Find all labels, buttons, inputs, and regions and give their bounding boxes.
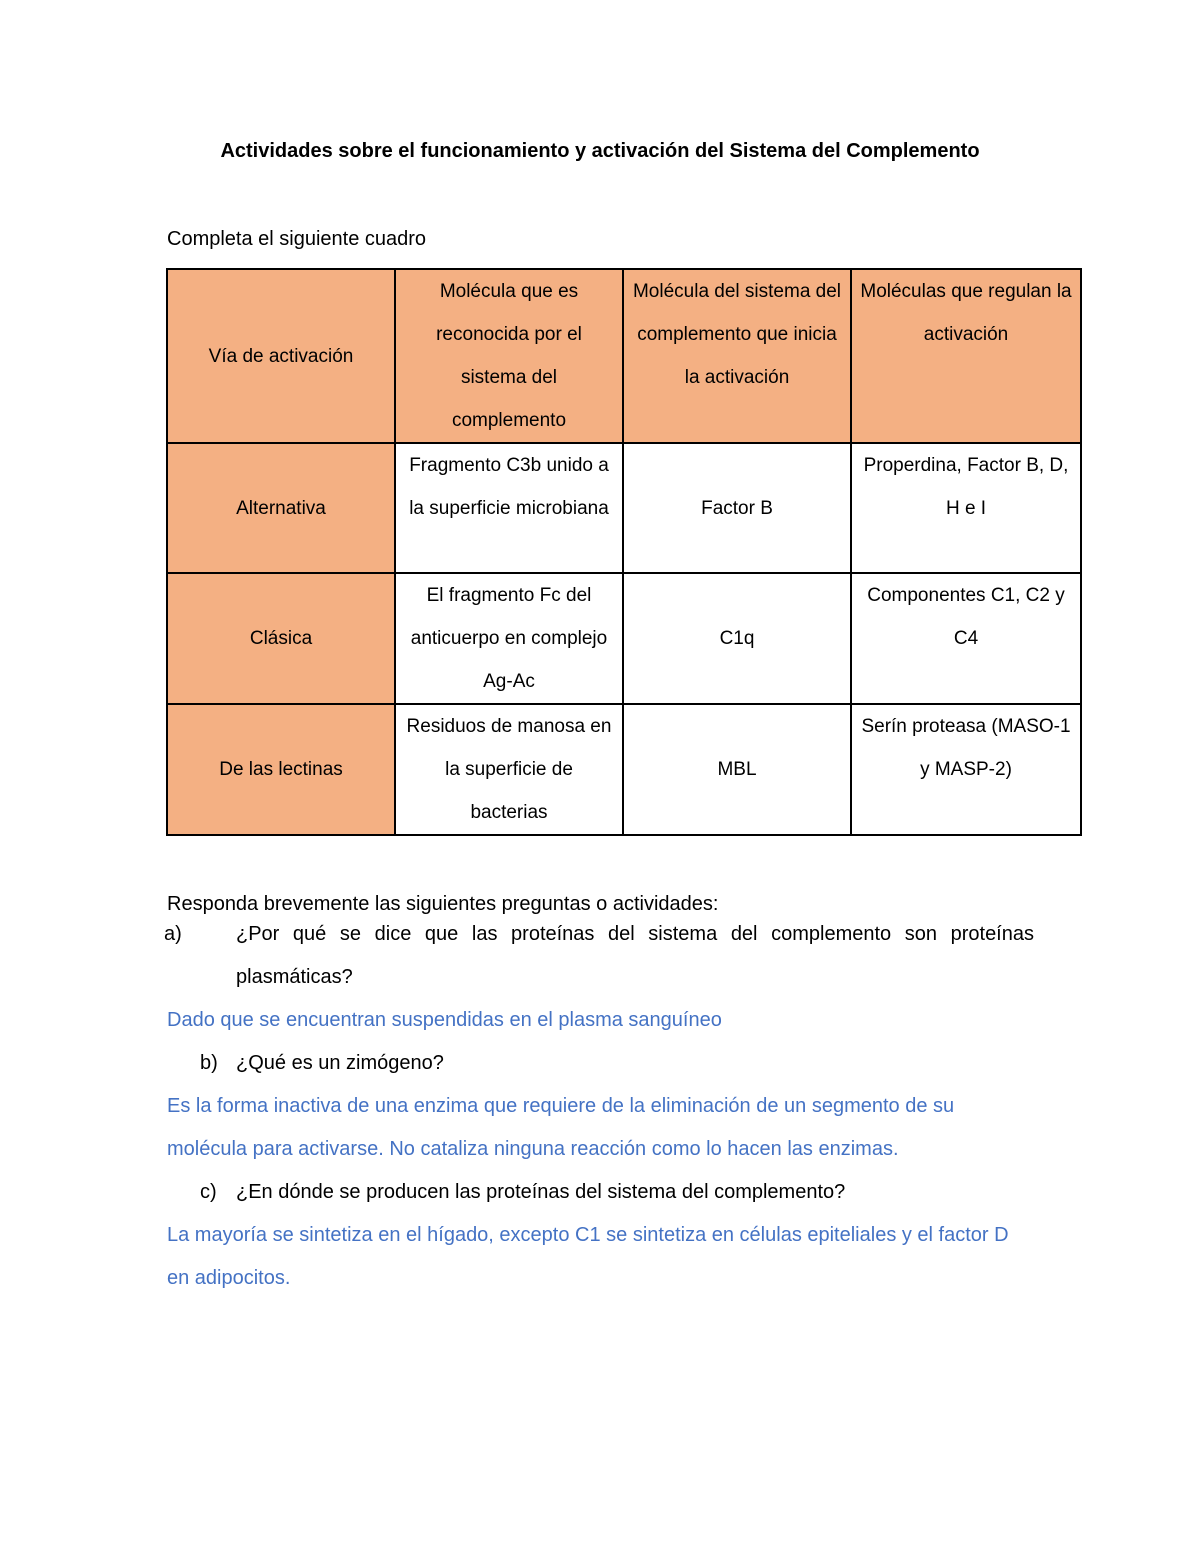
table-cell: El fragmento Fc del anticuerpo en complejo Ag-Ac (395, 573, 623, 704)
table-cell: Fragmento C3b unido a la superficie microbiana (395, 443, 623, 573)
header-cell-regulating-molecules: Moléculas que regulan la activación (851, 269, 1081, 443)
row-label-cell: Alternativa (167, 443, 395, 573)
table-row (167, 704, 1081, 835)
question-text: ¿Qué es un zimógeno? (236, 1052, 444, 1074)
question-label: a) (164, 923, 182, 945)
question-label: b) (200, 1052, 218, 1074)
row-label-cell: Clásica (167, 573, 395, 704)
table-row (167, 443, 1081, 573)
activation-table (166, 268, 1082, 836)
document-title: Actividades sobre el funcionamiento y activación del Sistema del Complemento (220, 140, 980, 162)
question-b (200, 1042, 444, 1085)
question-text: ¿Por qué se dice que las proteínas del sistema del complemento son proteínas (236, 923, 1034, 945)
table-header-row (167, 269, 1081, 443)
row-label-cell: De las lectinas (167, 704, 395, 835)
table-row (167, 573, 1081, 704)
question-a (164, 913, 1034, 999)
question-text-continued: plasmáticas? (236, 966, 353, 988)
header-cell-recognized-molecule: Molécula que es reconocida por el sistema del complemento (395, 269, 623, 443)
answer-b: Es la forma inactiva de una enzima que requiere de la eliminación de un segmento de su molécula para activarse. No cataliza ninguna reacción como lo hacen las enzimas. (167, 1095, 955, 1160)
answer-c: La mayoría se sintetiza en el hígado, excepto C1 se sintetiza en células epiteliales y el factor D en adipocitos. (167, 1224, 1009, 1289)
answer-a: Dado que se encuentran suspendidas en el plasma sanguíneo (167, 1009, 722, 1031)
header-cell-initiating-molecule: Molécula del sistema del complemento que inicia la activación (623, 269, 851, 443)
table-intro: Completa el siguiente cuadro (167, 228, 427, 250)
table-cell: Properdina, Factor B, D, H e I (851, 443, 1081, 573)
table-cell: MBL (623, 704, 851, 835)
table-cell: Componentes C1, C2 y C4 (851, 573, 1081, 704)
question-label: c) (200, 1181, 217, 1203)
header-cell-via: Vía de activación (167, 269, 395, 443)
table-cell: C1q (623, 573, 851, 704)
table-cell: Serín proteasa (MASO-1 y MASP-2) (851, 704, 1081, 835)
question-text: ¿En dónde se producen las proteínas del sistema del complemento? (236, 1181, 846, 1203)
questions-lead: Responda brevemente las siguientes preguntas o actividades: (167, 893, 719, 915)
question-c (200, 1171, 845, 1214)
table-cell: Factor B (623, 443, 851, 573)
table-cell: Residuos de manosa en la superficie de bacterias (395, 704, 623, 835)
